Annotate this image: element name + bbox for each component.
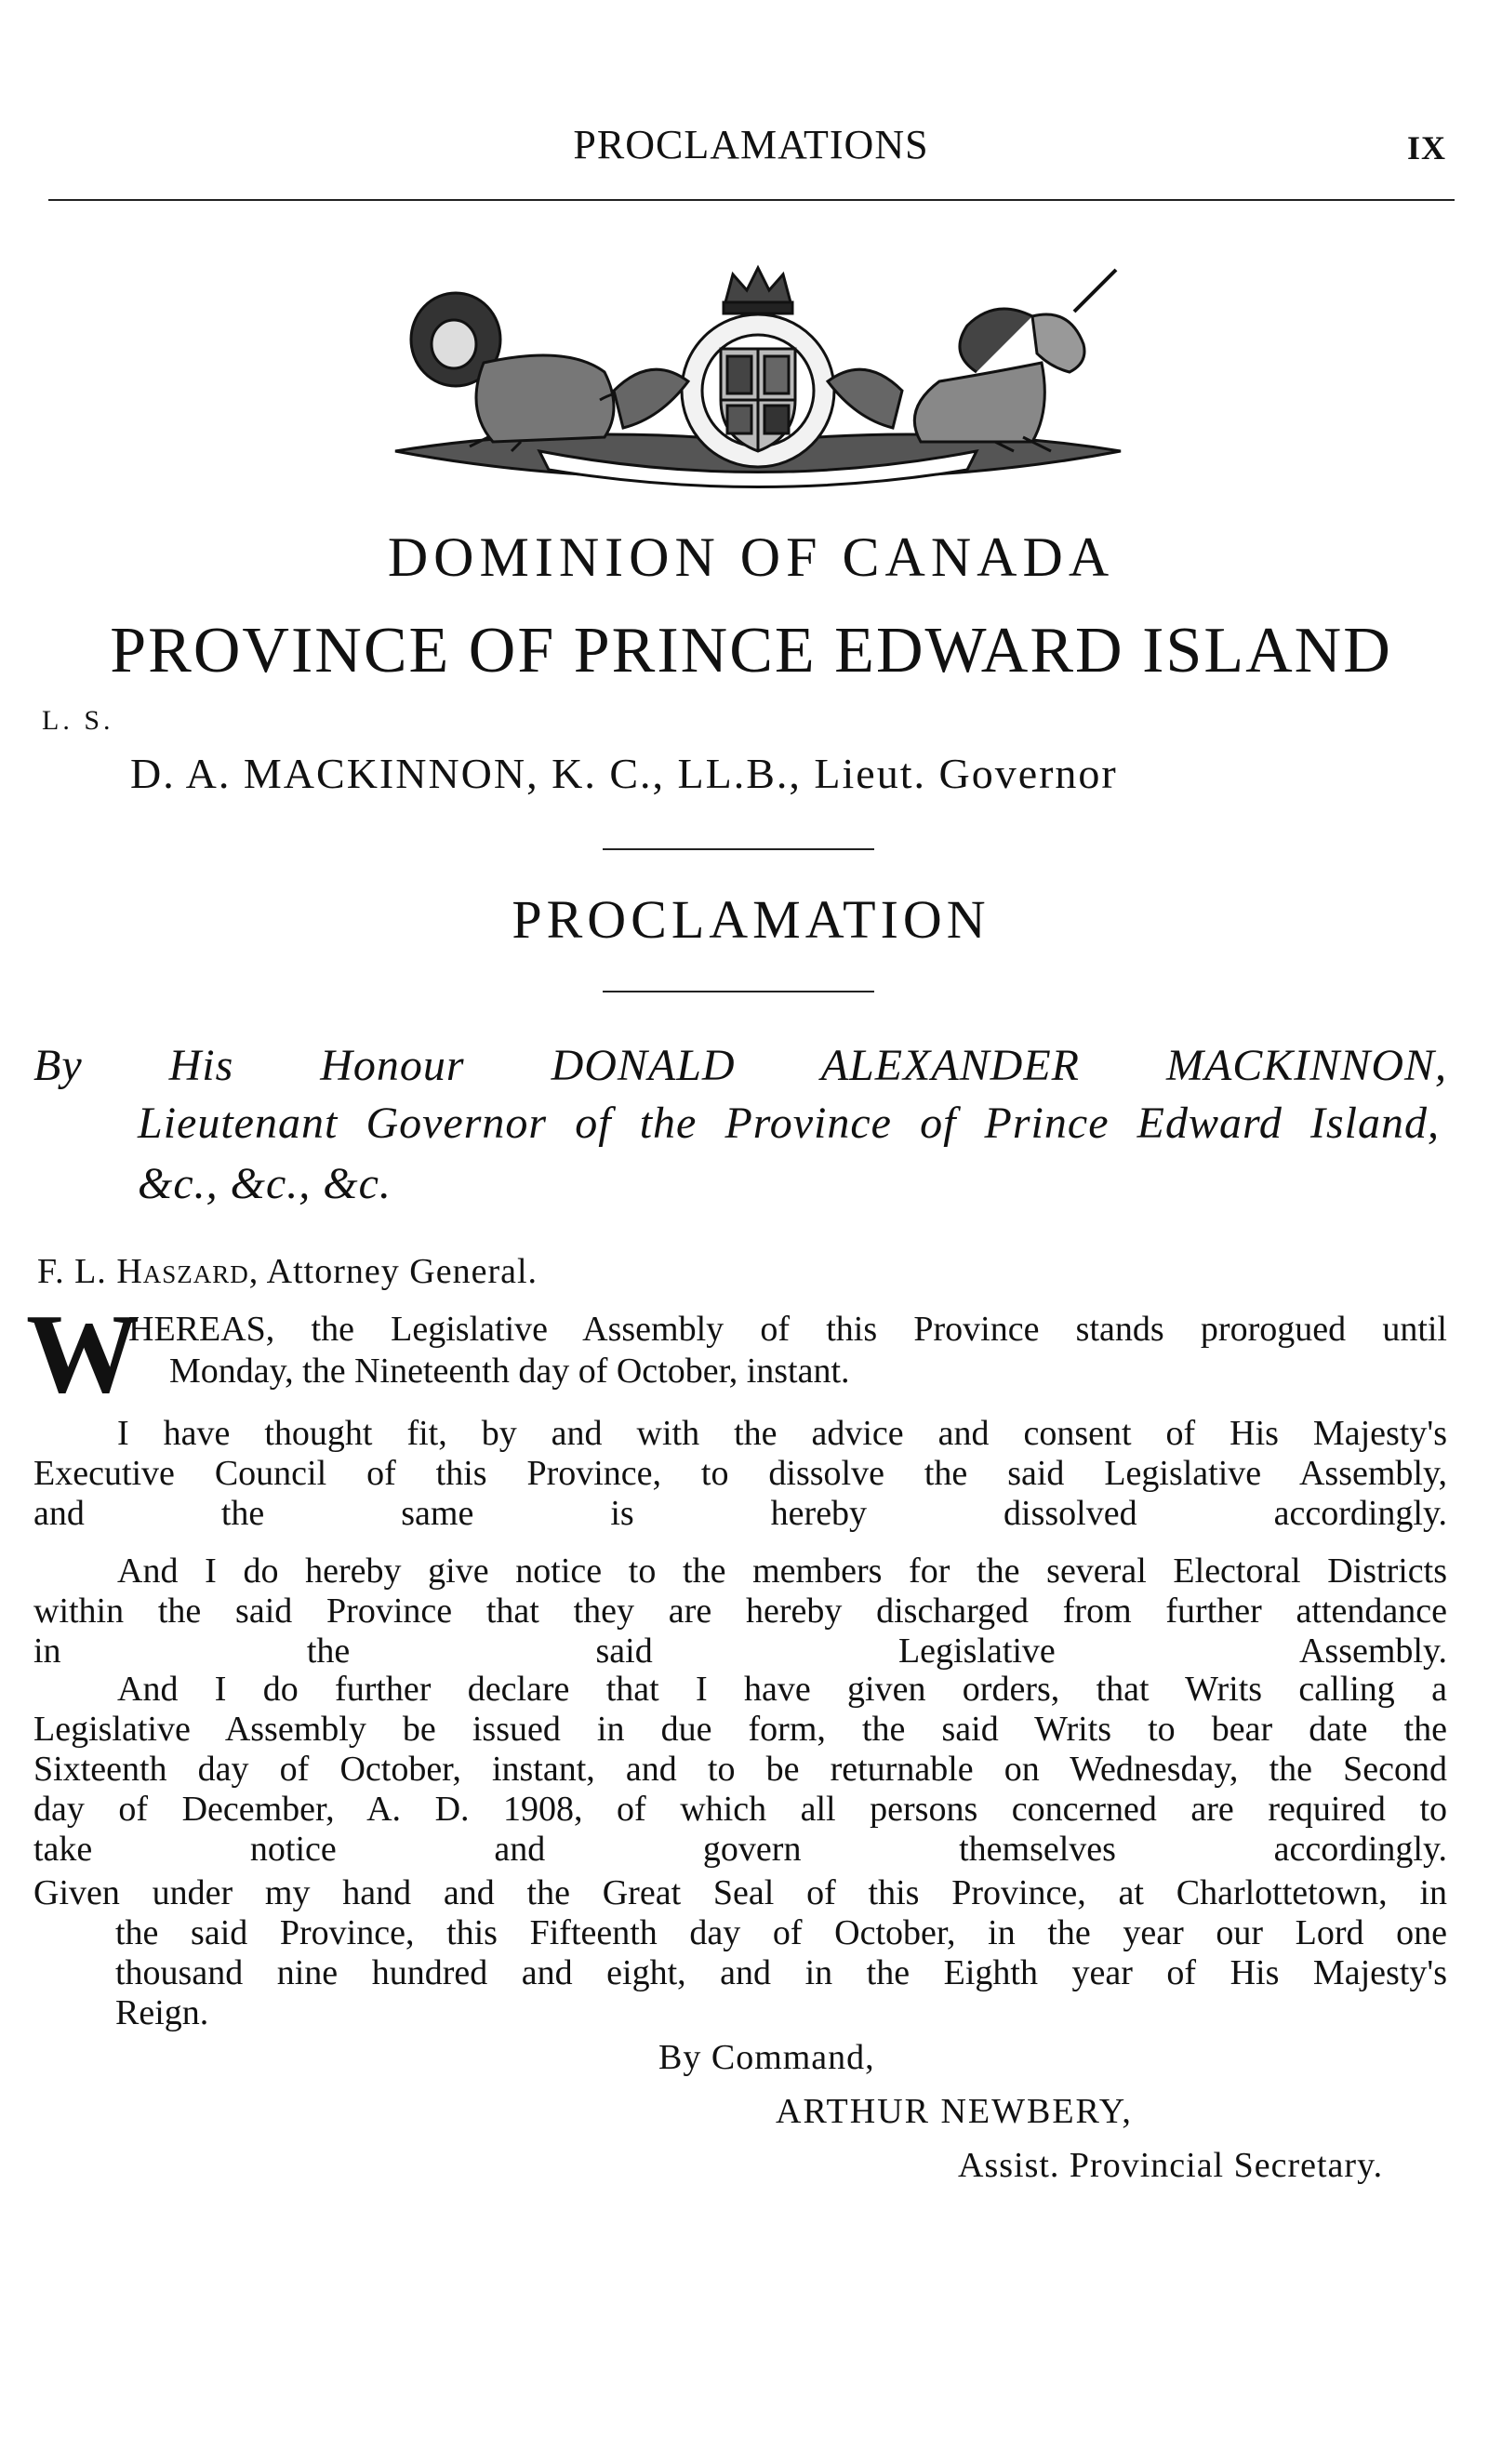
short-rule-top xyxy=(603,848,874,850)
royal-coat-of-arms-emblem xyxy=(381,260,1135,493)
dominion-heading: DOMINION OF CANADA xyxy=(387,526,1115,588)
signatory-name: ARTHUR NEWBERY, xyxy=(776,2092,1133,2131)
whereas-line-2: Monday, the Nineteenth day of October, instant. xyxy=(169,1352,850,1391)
by-command: By Command, xyxy=(658,2038,875,2077)
attorney-general-line: F. L. Haszard, Attorney General. xyxy=(37,1252,538,1291)
page-number: IX xyxy=(1406,129,1446,166)
paragraph-notice: And I do hereby give notice to the members for the several Electoral Districts within the said Province that they are hereby discharged from further attendance in the said Legislative Assembly. xyxy=(33,1552,1447,1671)
governor-line: D. A. MACKINNON, K. C., LL.B., Lieut. Governor xyxy=(130,750,1118,797)
honour-line-1: By His Honour DONALD ALEXANDER MACKINNON, xyxy=(33,1041,1447,1090)
unicorn-supporter-icon xyxy=(914,270,1116,451)
honour-line-2: Lieutenant Governor of the Province of Prince Edward Island, xyxy=(138,1099,1440,1148)
signatory-title: Assist. Provincial Secretary. xyxy=(958,2146,1384,2185)
paragraph-given: Given under my hand and the Great Seal of this Province, at Charlottetown, in the said Province, this Fifteenth day of October, in the year our Lord one thousand nine hundred and eight, and in the Eighth year of His Majesty's Reign. xyxy=(33,1873,1447,2032)
honour-line-3: &c., &c., &c. xyxy=(138,1159,392,1208)
lion-supporter-icon xyxy=(411,293,651,451)
drop-cap: W xyxy=(26,1291,140,1417)
header-rule xyxy=(48,199,1455,201)
crown-icon xyxy=(724,268,792,313)
shield-icon xyxy=(721,349,795,451)
paragraph-dissolve: I have thought fit, by and with the advice and consent of His Majesty's Executive Council of this Province, to dissolve the said Legislative Assembly, and the same is hereby dissolved accordingly. xyxy=(33,1414,1447,1533)
proclamation-title: PROCLAMATION xyxy=(512,889,990,950)
seal-mark: L. S. xyxy=(42,705,114,736)
whereas-line-1: HEREAS, the Legislative Assembly of this Province stands prorogued until xyxy=(128,1310,1447,1349)
paragraph-writs: And I do further declare that I have given orders, that Writs calling a Legislative Assembly be issued in due form, the said Writs to bear date the Sixteenth day of October, instant, and to be returnable on Wednesday, the Second day of December, A. D. 1908, of which all persons concerned are required to take notice and govern themselves accordingly. xyxy=(33,1670,1447,1869)
province-heading: PROVINCE OF PRINCE EDWARD ISLAND xyxy=(110,615,1392,686)
running-title: PROCLAMATIONS xyxy=(573,122,929,167)
short-rule-bottom xyxy=(603,991,874,992)
